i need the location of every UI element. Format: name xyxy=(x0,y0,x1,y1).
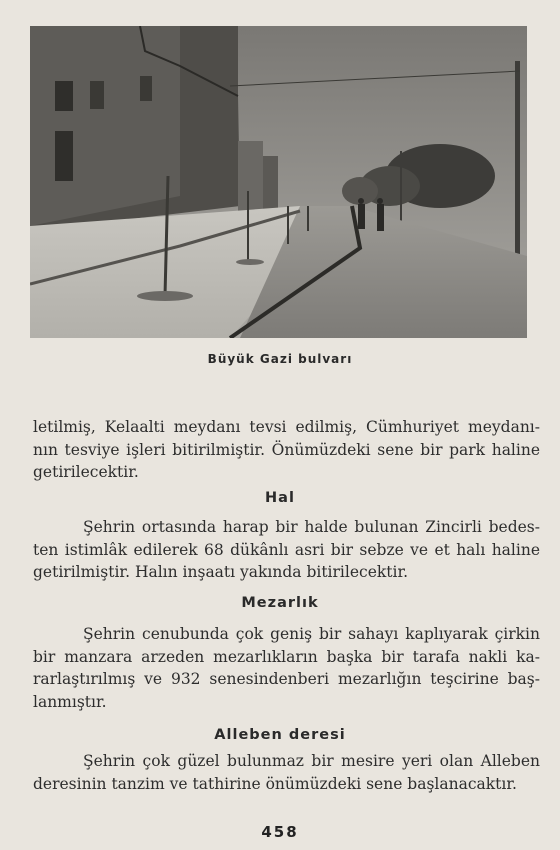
text-line: Şehrin ortasında harap bir halde bulunan Zincirli bedes- xyxy=(83,518,540,536)
text-line: Şehrin cenubunda çok geniş bir sahayı kaplıyarak çirkin xyxy=(83,625,540,643)
text-line: getirilecektir. xyxy=(33,463,139,481)
text-line: letilmiş, Kelaalti meydanı tevsi edilmiş, Cümhuriyet meydanı- xyxy=(33,418,540,436)
text-line: rarlaştırılmış ve 932 senesindenberi mezarlığın teşcirine baş- xyxy=(33,670,540,688)
boulevard-photograph xyxy=(30,26,527,338)
paragraph-alleben-deresi xyxy=(33,750,540,795)
text-line: bir manzara arzeden mezarlıkların başka bir tarafa nakli ka- xyxy=(33,647,540,666)
page-number: 458 xyxy=(261,823,299,841)
section-heading-mezarlik: Mezarlık xyxy=(241,595,319,611)
paragraph-mezarlik xyxy=(33,623,540,713)
photo-caption: Büyük Gazi bulvarı xyxy=(207,352,353,366)
text-line: nın tesviye işleri bitirilmiştir. Önümüzdeki sene bir park haline xyxy=(33,440,540,459)
paragraph-hal xyxy=(33,516,540,584)
section-heading-alleben-deresi: Alleben deresi xyxy=(214,727,346,743)
text-line: ten istimlâk edilerek 68 dükânlı asri bir sebze ve et halı haline xyxy=(33,540,540,559)
text-line: getirilmiştir. Halın inşaatı yakında bitirilecektir. xyxy=(33,563,409,581)
text-line: lanmıştır. xyxy=(33,692,107,711)
section-heading-hal: Hal xyxy=(265,490,295,506)
paragraph-intro xyxy=(33,416,540,484)
text-line: Şehrin çok güzel bulunmaz bir mesire yeri olan Alleben xyxy=(83,752,540,770)
text-line: deresinin tanzim ve tathirine önümüzdeki sene başlanacaktır. xyxy=(33,774,517,793)
